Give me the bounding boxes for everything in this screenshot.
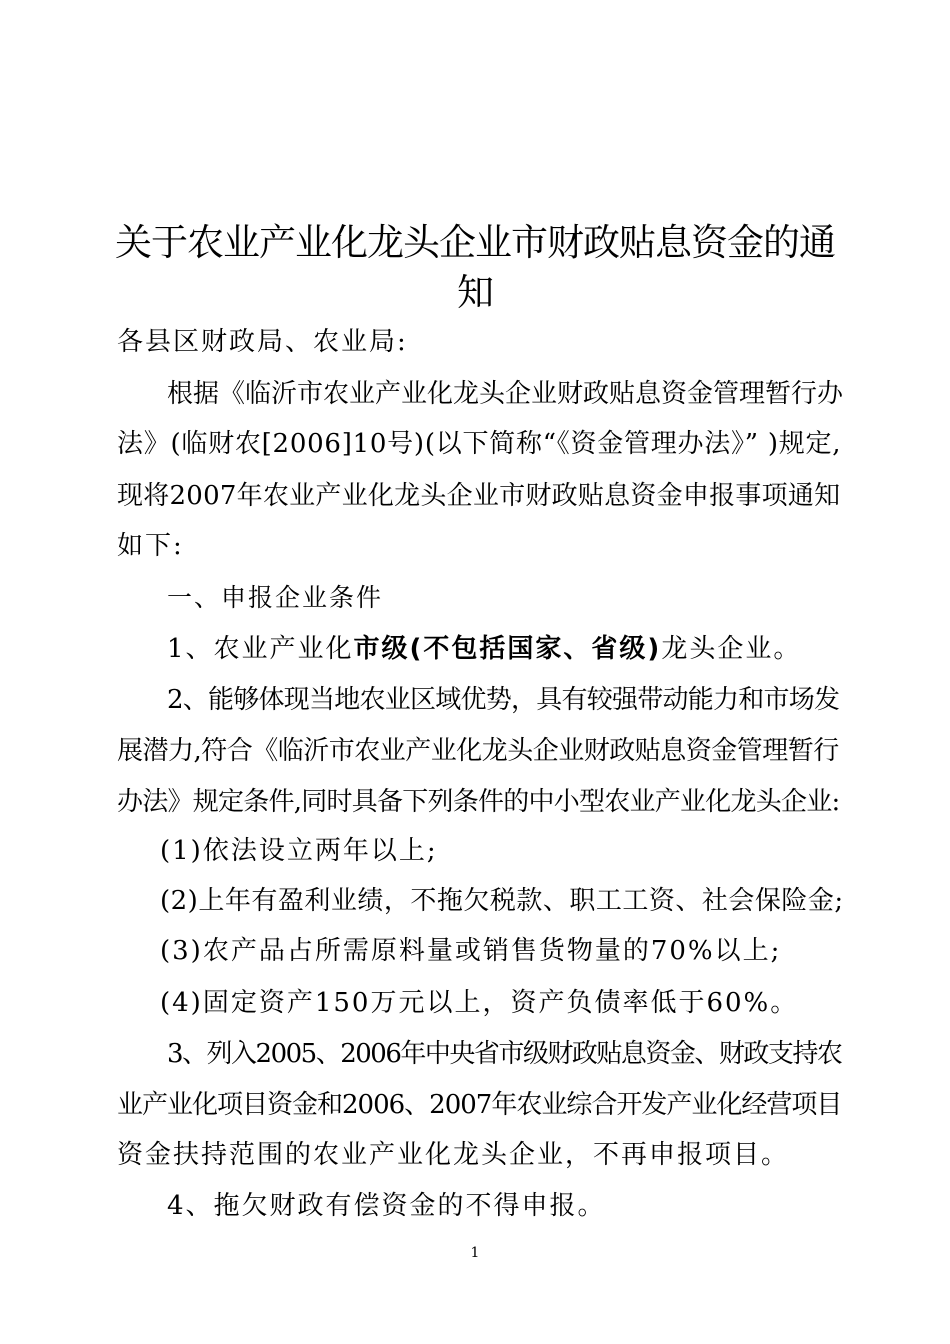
sub-item-4: (4)固定资产150万元以上，资产负债率低于60%。 [160, 988, 799, 1018]
item-3-line-1: 3、列入2005、2006年中央省市级财政贴息资金、财政支持农 [167, 1039, 842, 1069]
item-3-line-3: 资金扶持范围的农业产业化龙头企业，不再申报项目。 [117, 1140, 790, 1170]
sub-item-3: (3)农产品占所需原料量或销售货物量的70%以上; [160, 936, 782, 966]
item-2-line-3: 办法》规定条件,同时具备下列条件的中小型农业产业化龙头企业: [117, 787, 840, 817]
title-line-2: 知 [457, 271, 493, 314]
sub-item-1: (1)依法设立两年以上; [160, 836, 438, 866]
item-1-prefix: 1、农业产业化 [167, 634, 354, 664]
intro-line-4: 如下: [117, 531, 184, 561]
item-2-line-1: 2、能够体现当地农业区域优势，具有较强带动能力和市场发 [167, 685, 840, 715]
item-1 [167, 631, 801, 667]
title-line-1: 关于农业产业化龙头企业市财政贴息资金的通 [115, 221, 835, 264]
item-3-line-2: 业产业化项目资金和2006、2007年农业综合开发产业化经营项目 [117, 1090, 842, 1120]
document-title [100, 218, 850, 318]
item-1-bold: 市级(不包括国家、省级) [353, 634, 662, 664]
sub-item-2: (2)上年有盈利业绩，不拖欠税款、职工工资、社会保险金; [160, 886, 844, 916]
intro-line-1: 根据《临沂市农业产业化龙头企业财政贴息资金管理暂行办 [167, 379, 844, 409]
item-4: 4、拖欠财政有偿资金的不得申报。 [167, 1191, 606, 1221]
section-heading: 一、申报企业条件 [167, 583, 384, 612]
intro-line-3: 现将2007年农业产业化龙头企业市财政贴息资金申报事项通知 [117, 481, 841, 511]
page-number: 1 [470, 1245, 480, 1261]
item-2-line-2: 展潜力,符合《临沂市农业产业化龙头企业财政贴息资金管理暂行 [117, 736, 839, 766]
salutation: 各县区财政局、农业局: [117, 327, 408, 357]
item-1-suffix: 龙头企业。 [661, 634, 802, 664]
intro-line-2: 法》(临财农[2006]10号)(以下简称“《资金管理办法》” )规定, [117, 429, 842, 459]
